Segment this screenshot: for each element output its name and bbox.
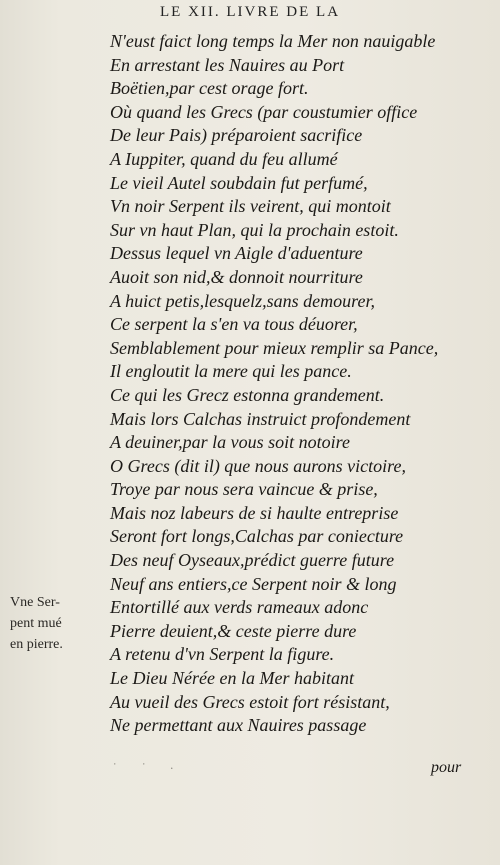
verse-line: Ne permettant aux Nauires passage	[110, 715, 367, 736]
verse-line: Seront fort longs,Calchas par coniecture	[110, 526, 404, 547]
verse-line: Dessus lequel vn Aigle d'aduenture	[110, 243, 363, 264]
verse-line: Mais noz labeurs de si haulte entreprise	[110, 502, 399, 523]
verse-line: Troye par nous sera vaincue & prise,	[110, 479, 378, 500]
verse-line: De leur Pais) préparoient sacrifice	[110, 125, 363, 146]
ink-smudge: ˙ ˙ ·	[112, 762, 184, 775]
verse-line: A huict petis,lesquelz,sans demourer,	[110, 290, 375, 311]
verse-line: Auoit son nid,& donnoit nourriture	[110, 266, 363, 287]
verse-line: Sur vn haut Plan, qui la prochain estoit.	[110, 219, 399, 240]
margin-note-line: en pierre.	[10, 637, 63, 652]
verse-line: N'eust faict long temps la Mer non nauigable	[110, 31, 436, 51]
running-title: LE XII. LIVRE DE LA	[160, 4, 341, 20]
verse-line: En arrestant les Nauires au Port	[110, 54, 345, 75]
verse-line: A deuiner,par la vous soit notoire	[110, 432, 350, 453]
verse-line: Vn noir Serpent ils veirent, qui montoit	[110, 196, 391, 217]
verse-line: Mais lors Calchas instruict profondement	[110, 408, 411, 429]
verse-line: Pierre deuient,& ceste pierre dure	[110, 620, 357, 641]
verse-line: Où quand les Grecs (par coustumier office	[110, 101, 418, 122]
verse-line: Le vieil Autel soubdain fut perfumé,	[110, 172, 368, 193]
verse-block	[110, 30, 470, 738]
verse-line: Neuf ans entiers,ce Serpent noir & long	[110, 573, 397, 594]
verse-line: Il engloutit la mere qui les pance.	[110, 361, 352, 382]
verse-line: Au vueil des Grecs estoit fort résistant,	[110, 691, 390, 712]
verse-line: Ce serpent la s'en va tous déuorer,	[110, 314, 358, 335]
verse-line: Semblablement pour mieux remplir sa Pance,	[110, 337, 439, 358]
margin-note-line: pent mué	[10, 616, 62, 631]
margin-note-line: Vne Ser-	[10, 595, 60, 610]
verse-line: Des neuf Oyseaux,prédict guerre future	[110, 550, 395, 571]
verse-line: A retenu d'vn Serpent la figure.	[110, 644, 335, 665]
margin-note	[10, 592, 110, 655]
verse-line: A Iuppiter, quand du feu allumé	[110, 148, 338, 169]
verse-line: Le Dieu Nérée en la Mer habitant	[110, 668, 354, 689]
verse-line: Ce qui les Grecz estonna grandement.	[110, 384, 385, 405]
catchword: pour	[431, 759, 462, 776]
verse-line: O Grecs (dit il) que nous aurons victoire,	[110, 455, 406, 476]
verse-line: Entortillé aux verds rameaux adonc	[110, 597, 369, 618]
verse-line: Boëtien,par cest orage fort.	[110, 78, 309, 99]
